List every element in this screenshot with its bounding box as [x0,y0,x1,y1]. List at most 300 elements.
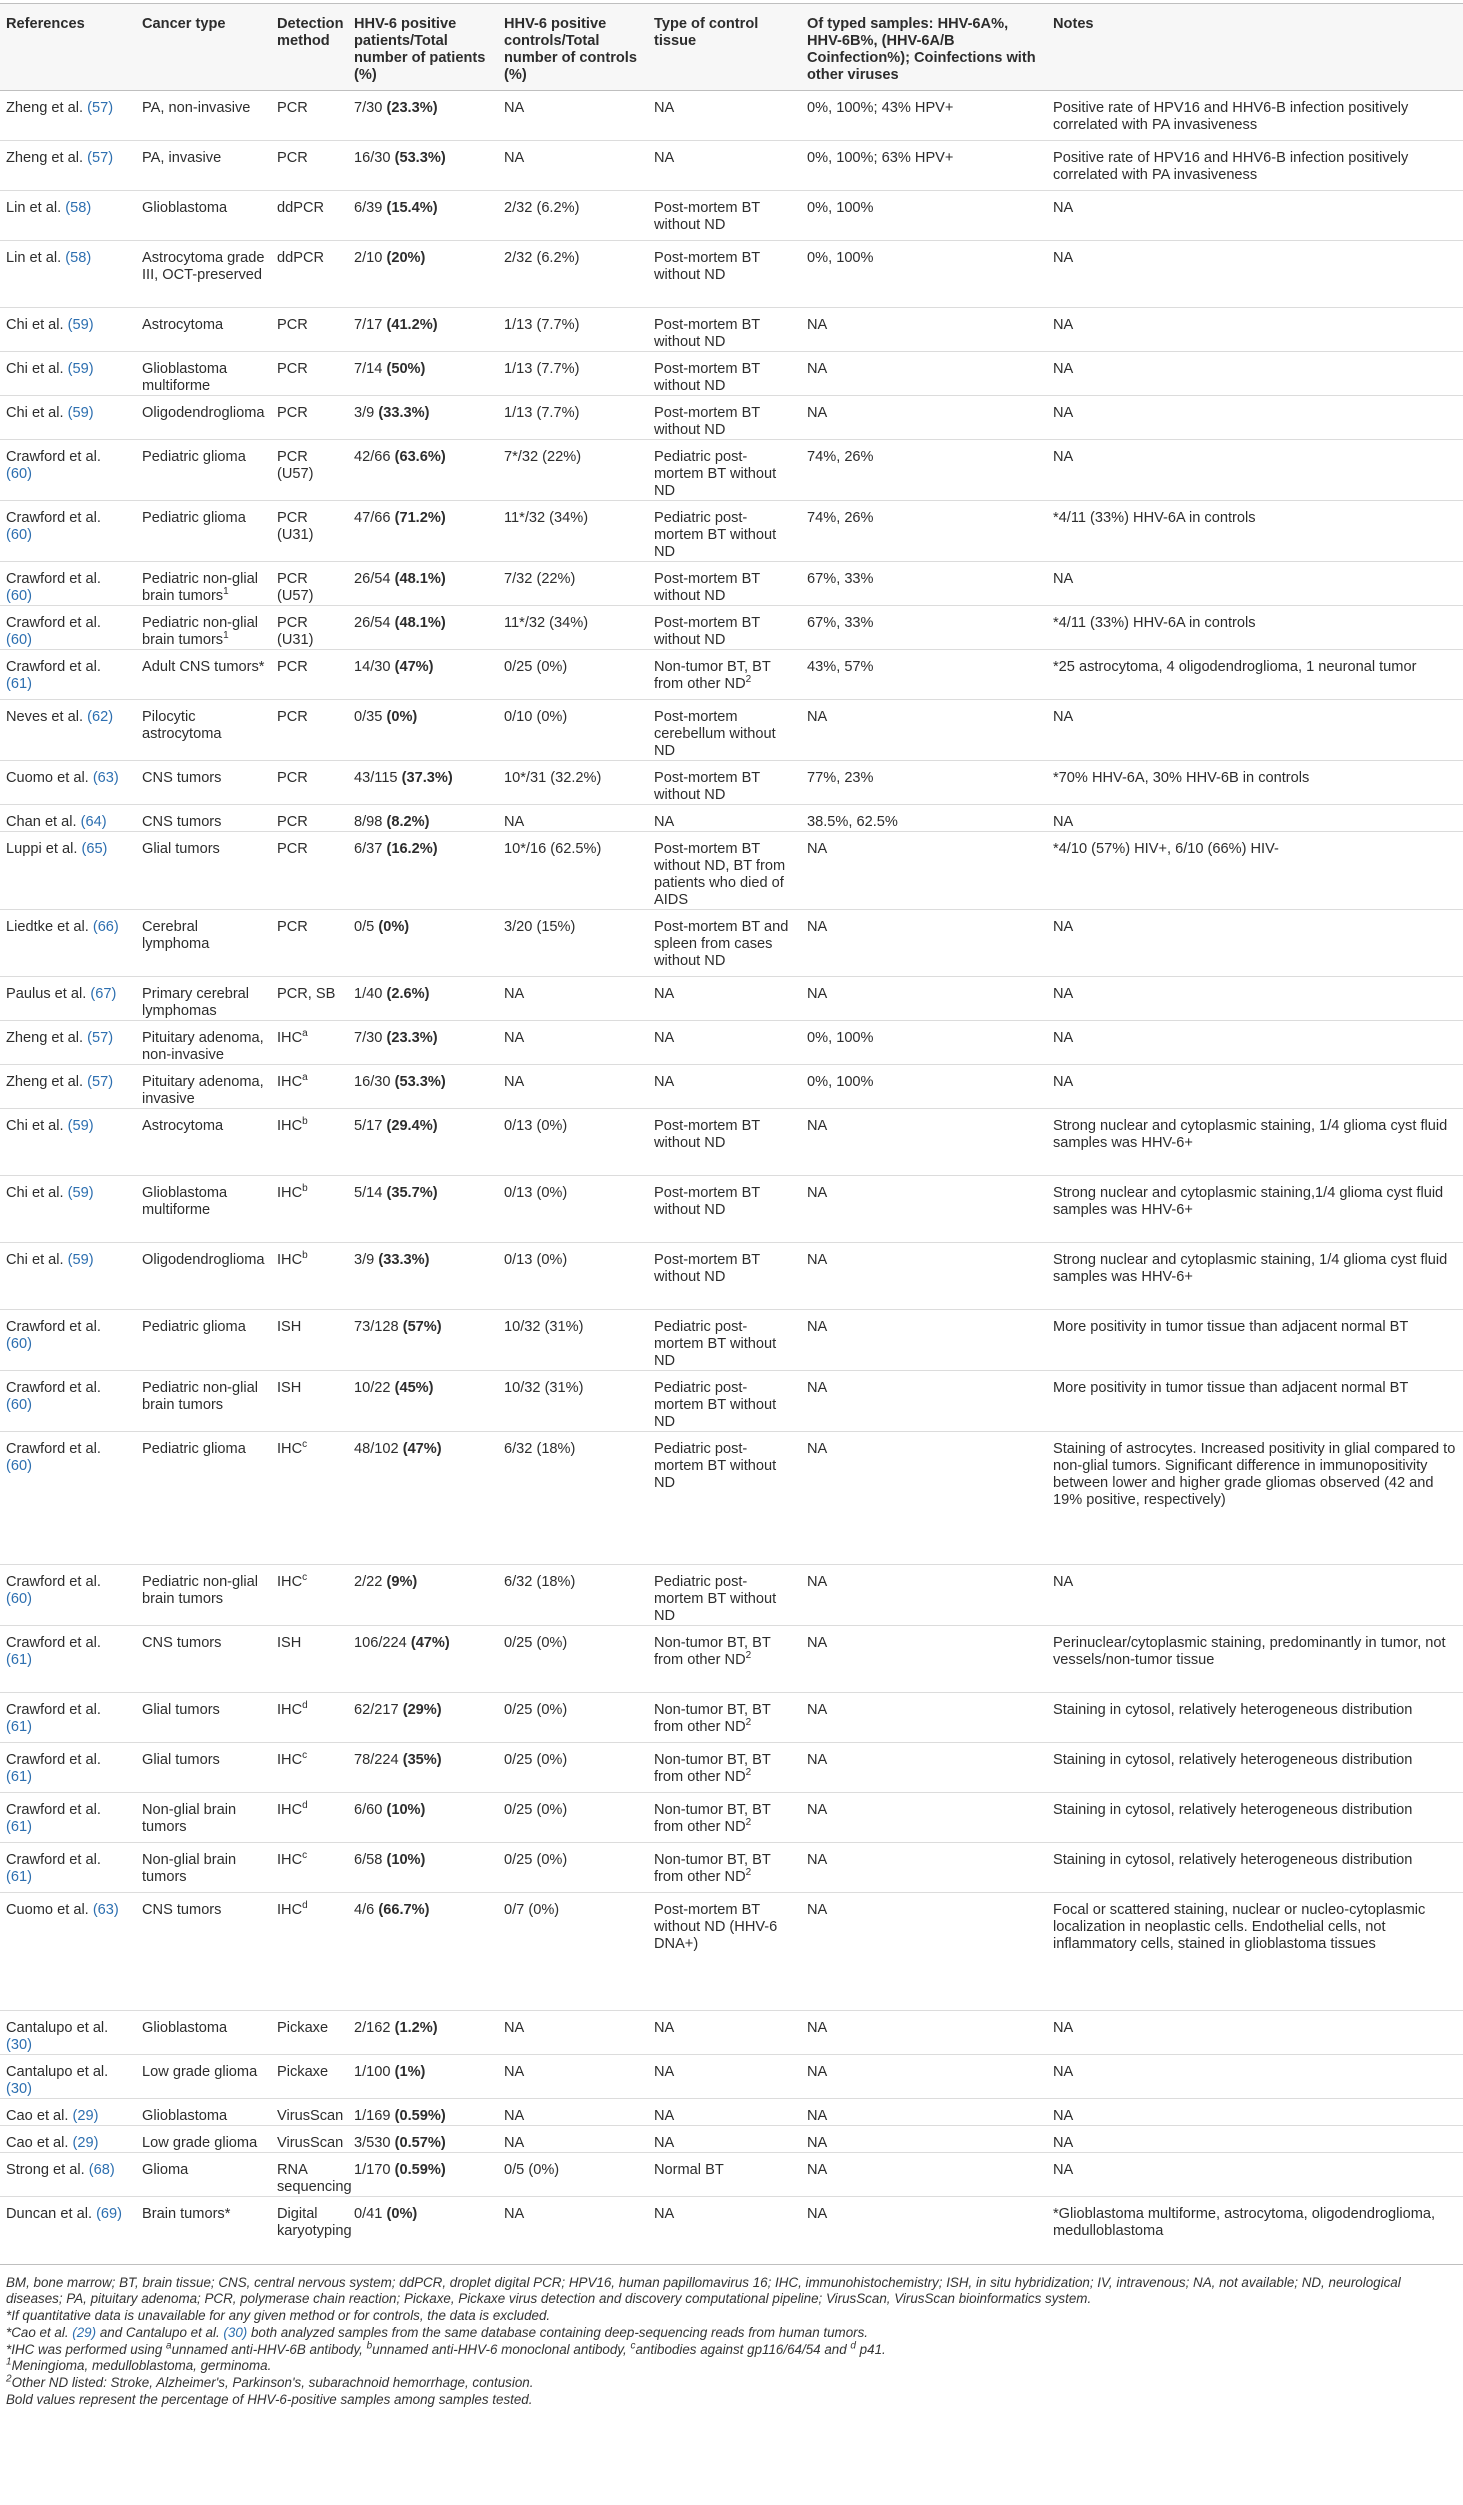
controls-text: NA [504,150,525,166]
cell-positive-controls [498,977,648,1021]
reference-link[interactable]: (57) [87,1074,114,1090]
cell-detection-method [271,352,348,396]
cell-control-tissue [648,2153,801,2197]
reference-author: Crawford et al. [6,1802,101,1818]
table-row [0,2126,1463,2153]
control-tissue-text: Normal BT [654,2162,724,2178]
reference-link[interactable]: (61) [6,1769,32,1785]
cell-notes: Staining of astrocytes. Increased positivity in glial compared to non-glial tumors. Significant difference in immunopositivity between lower and higher grade gliomas observed (42 and 19% positive, respectively) [1047,1432,1463,1565]
ref-link[interactable]: (29) [72,2324,97,2340]
table-row [0,2197,1463,2264]
reference-author: Zheng et al. [6,1074,84,1090]
cell-typed-samples: 0%, 100%; 63% HPV+ [801,141,1047,191]
reference-link[interactable]: (67) [90,986,117,1002]
cell-positive-patients [348,2126,498,2153]
cell-cancer-type [136,1371,271,1432]
method-text: VirusScan [277,2135,344,2151]
reference-link[interactable]: (69) [96,2206,123,2222]
positive-count: 6/60 [354,1802,383,1818]
cell-detection-method [271,1176,348,1243]
cell-detection-method [271,650,348,700]
positive-count: 7/30 [354,1030,383,1046]
cell-detection-method [271,2197,352,2264]
reference-link[interactable]: (59) [67,1118,94,1134]
table-row [0,1109,1463,1176]
positive-count: 26/54 [354,615,391,631]
control-tissue-text: Pediatric post-mortem BT without ND [654,1441,777,1491]
reference-author: Cuomo et al. [6,1902,89,1918]
cell-reference [0,606,136,650]
cancer-type-text: Pediatric non-glial brain tumors [142,615,259,648]
positive-count: 0/41 [354,2206,383,2222]
footnote-abbreviations: BM, bone marrow; BT, brain tissue; CNS, central nervous system; ddPCR, droplet digital PCR; HPV16, human papillomavirus 16; IHC, immunohistochemistry; ISH, in situ hybridization; IV, intravenous; NA, not available; ND, neurological diseases; PA, pituitary adenoma; PCR, polymerase chain reaction; Pickaxe, Pickaxe virus detection and discovery computational pipeline; VirusScan, VirusScan bioinformatics system. [6,2274,1401,2307]
cell-positive-patients [348,1626,498,1693]
positive-percentage: (9%) [386,1574,418,1590]
reference-link[interactable]: (61) [6,1819,32,1835]
method-text: PCR [277,841,308,857]
cell-positive-patients [348,2153,498,2197]
cell-notes: NA [1047,562,1463,606]
reference-link[interactable]: (65) [81,841,108,857]
reference-author: Cao et al. [6,2108,69,2124]
cell-positive-patients [348,308,498,352]
method-text: PCR [277,814,308,830]
reference-author: Strong et al. [6,2162,85,2178]
positive-count: 47/66 [354,510,391,526]
cell-cancer-type [136,1176,271,1243]
table-header-row [0,4,1463,91]
control-tissue-text: NA [654,150,675,166]
reference-link[interactable]: (60) [6,1591,32,1607]
reference-link[interactable]: (60) [6,588,32,604]
cell-positive-controls [498,1893,648,2011]
cell-notes: Staining in cytosol, relatively heterogeneous distribution [1047,1693,1463,1743]
cancer-type-text: Brain tumors* [142,2206,231,2222]
header-positive-controls: HHV-6 positive controls/Total number of controls (%) [498,4,648,91]
reference-link[interactable]: (66) [92,919,119,935]
cell-typed-samples: NA [801,2011,1047,2055]
cell-reference [0,352,136,396]
method-text: IHC [277,1902,303,1918]
reference-link[interactable]: (57) [87,1030,114,1046]
reference-author: Lin et al. [6,250,62,266]
controls-text: 2/32 (6.2%) [504,250,580,266]
cell-detection-method [271,91,348,141]
positive-count: 10/22 [354,1380,391,1396]
cancer-type-text: Low grade glioma [142,2135,258,2151]
cell-reference [0,1626,136,1693]
table-row [0,1793,1463,1843]
cell-notes: NA [1047,1565,1463,1626]
control-tissue-text: NA [654,1074,675,1090]
cell-positive-controls [498,2099,648,2126]
cell-notes: NA [1047,977,1463,1021]
cell-typed-samples: 43%, 57% [801,650,1047,700]
cell-cancer-type [136,910,271,977]
cell-detection-method [271,396,348,440]
reference-author: Chi et al. [6,1252,64,1268]
reference-author: Neves et al. [6,709,84,725]
cell-typed-samples: 0%, 100% [801,1065,1047,1109]
positive-count: 42/66 [354,449,391,465]
cell-reference [0,1432,136,1565]
cell-typed-samples: 0%, 100% [801,191,1047,241]
reference-link[interactable]: (59) [67,317,94,333]
controls-text: 0/13 (0%) [504,1185,568,1201]
cell-reference [0,1021,136,1065]
controls-text: 6/32 (18%) [504,1574,576,1590]
cell-reference [0,2055,136,2099]
reference-link[interactable]: (29) [72,2135,99,2151]
positive-percentage: (47%) [394,659,434,675]
cell-reference [0,501,136,562]
table-row [0,1432,1463,1565]
cell-cancer-type [136,1565,271,1626]
cell-positive-controls [498,1109,648,1176]
cell-reference [0,1065,136,1109]
cell-positive-patients [348,141,498,191]
cell-detection-method [271,2126,348,2153]
control-tissue-text: NA [654,1030,675,1046]
cell-detection-method [271,191,348,241]
positive-count: 3/9 [354,1252,375,1268]
positive-percentage: (48.1%) [394,571,446,587]
method-text: IHC [277,1252,303,1268]
method-text: IHC [277,1074,303,1090]
reference-author: Crawford et al. [6,1574,101,1590]
reference-link[interactable]: (61) [6,1652,32,1668]
cell-positive-controls [498,1693,648,1743]
table-row [0,1626,1463,1693]
header-references: References [0,4,136,91]
control-tissue-text: Non-tumor BT, BT from other ND [654,1752,771,1785]
cell-reference [0,761,136,805]
cell-positive-controls [498,1565,648,1626]
cell-positive-patients [348,191,498,241]
cell-cancer-type [136,352,271,396]
cancer-type-text: CNS tumors [142,770,222,786]
positive-count: 8/98 [354,814,383,830]
method-text: PCR, SB [277,986,336,1002]
table-row [0,91,1463,141]
cell-reference [0,562,136,606]
header-positive-patients: HHV-6 positive patients/Total number of patients (%) [348,4,498,91]
reference-link[interactable]: (58) [65,200,92,216]
reference-link[interactable]: (59) [67,405,94,421]
cell-cancer-type [136,440,271,501]
cell-detection-method [271,977,348,1021]
positive-percentage: (37.3%) [401,770,453,786]
reference-author: Cantalupo et al. [6,2020,109,2036]
header-notes: Notes [1047,4,1463,91]
cell-control-tissue [648,1371,801,1432]
cell-cancer-type [136,1893,271,2011]
reference-author: Crawford et al. [6,510,101,526]
cell-positive-controls [498,1626,648,1693]
cell-reference [0,308,136,352]
cell-reference [0,910,136,977]
cancer-type-text: Pediatric non-glial brain tumors [142,1574,259,1607]
positive-percentage: (66.7%) [378,1902,430,1918]
cancer-type-text: Oligodendroglioma [142,405,265,421]
reference-author: Luppi et al. [6,841,78,857]
cell-detection-method [271,1243,348,1310]
control-tissue-text: Pediatric post-mortem BT without ND [654,1319,777,1369]
reference-link[interactable]: (29) [72,2108,99,2124]
positive-count: 78/224 [354,1752,399,1768]
cell-notes: Perinuclear/cytoplasmic staining, predominantly in tumor, not vessels/non-tumor tissue [1047,1626,1463,1693]
reference-link[interactable]: (61) [6,676,32,692]
table-row [0,1371,1463,1432]
cell-control-tissue [648,1893,801,2011]
cell-detection-method [271,1626,348,1693]
cell-control-tissue [648,805,801,832]
reference-link[interactable]: (60) [6,1458,32,1474]
positive-percentage: (33.3%) [378,405,430,421]
cancer-type-text: PA, invasive [142,150,222,166]
cell-control-tissue [648,91,801,141]
positive-count: 106/224 [354,1635,407,1651]
reference-link[interactable]: (63) [92,770,119,786]
table-row [0,1565,1463,1626]
cell-typed-samples: 38.5%, 62.5% [801,805,1047,832]
table-row [0,832,1463,910]
controls-text: 10*/16 (62.5%) [504,841,602,857]
cell-cancer-type [136,1065,271,1109]
cell-positive-controls [498,352,648,396]
cell-control-tissue [648,761,801,805]
reference-link[interactable]: (30) [6,2081,32,2097]
cell-reference [0,1743,136,1793]
control-tissue-text: Non-tumor BT, BT from other ND [654,1702,771,1735]
cell-control-tissue [648,1176,801,1243]
reference-link[interactable]: (62) [87,709,114,725]
cell-positive-controls [498,1310,648,1371]
cell-detection-method [271,805,348,832]
reference-author: Paulus et al. [6,986,87,1002]
ref-link[interactable]: (30) [223,2324,248,2340]
positive-percentage: (29.4%) [386,1118,438,1134]
cell-detection-method [271,2055,348,2099]
cell-control-tissue [648,501,801,562]
cell-positive-patients [348,761,498,805]
reference-link[interactable]: (57) [87,150,114,166]
cell-typed-samples: NA [801,2099,1047,2126]
table-row [0,1893,1463,2011]
footnote-bold-values: Bold values represent the percentage of HHV-6-positive samples among samples tested. [6,2392,533,2408]
cell-positive-controls [498,141,648,191]
cell-reference [0,2099,136,2126]
positive-count: 7/14 [354,361,383,377]
cell-detection-method [271,1065,348,1109]
method-text: PCR [277,919,308,935]
cell-positive-controls [498,308,648,352]
cell-typed-samples: 77%, 23% [801,761,1047,805]
controls-text: 0/25 (0%) [504,659,568,675]
cell-cancer-type [136,141,271,191]
table-row [0,761,1463,805]
positive-count: 3/9 [354,405,375,421]
cell-cancer-type [136,308,271,352]
cell-reference [0,1793,136,1843]
method-text: PCR [277,770,308,786]
cell-reference [0,832,136,910]
control-tissue-footnote-mark: 2 [745,1650,752,1662]
cell-notes: NA [1047,1065,1463,1109]
cell-positive-patients [348,700,498,761]
reference-link[interactable]: (60) [6,1397,32,1413]
positive-percentage: (0%) [378,919,410,935]
cell-reference [0,1371,136,1432]
cell-notes: More positivity in tumor tissue than adjacent normal BT [1047,1371,1463,1432]
cell-detection-method [271,141,348,191]
cell-positive-patients [348,1176,498,1243]
controls-text: 6/32 (18%) [504,1441,576,1457]
reference-link[interactable]: (59) [67,1252,94,1268]
reference-link[interactable]: (60) [6,466,32,482]
cell-typed-samples: NA [801,1109,1047,1176]
cell-detection-method [271,1310,348,1371]
reference-author: Zheng et al. [6,150,84,166]
table-row [0,308,1463,352]
cell-typed-samples: NA [801,1432,1047,1565]
control-tissue-text: Post-mortem cerebellum without ND [654,709,776,759]
cell-notes: NA [1047,2126,1463,2153]
cell-typed-samples: NA [801,2126,1047,2153]
reference-author: Lin et al. [6,200,62,216]
control-tissue-footnote-mark: 2 [745,1717,752,1729]
method-text: IHC [277,1802,303,1818]
method-text: ddPCR [277,250,325,266]
cell-positive-controls [498,1371,648,1432]
control-tissue-text: Non-tumor BT, BT from other ND [654,659,771,692]
reference-link[interactable]: (60) [6,1336,32,1352]
cell-positive-patients [348,562,498,606]
table-row [0,606,1463,650]
cell-typed-samples: 0%, 100% [801,1021,1047,1065]
reference-link[interactable]: (60) [6,632,32,648]
reference-author: Crawford et al. [6,615,101,631]
cell-cancer-type [136,1626,271,1693]
cancer-type-text: Pediatric non-glial brain tumors [142,1380,259,1413]
cell-control-tissue [648,352,801,396]
method-text: PCR (U57) [277,449,314,482]
control-tissue-text: NA [654,2064,675,2080]
cell-reference [0,700,136,761]
cell-cancer-type [136,832,271,910]
reference-link[interactable]: (68) [88,2162,115,2178]
method-text: Pickaxe [277,2064,329,2080]
cell-positive-patients [348,1893,498,2011]
cell-positive-patients [348,396,498,440]
cell-positive-patients [348,910,498,977]
cell-detection-method [271,1793,348,1843]
cell-positive-patients [348,501,498,562]
cell-positive-patients [348,440,498,501]
method-text: ISH [277,1635,302,1651]
method-text: PCR [277,317,308,333]
reference-link[interactable]: (59) [67,361,94,377]
controls-text: 11*/32 (34%) [504,510,589,526]
cell-reference [0,1176,136,1243]
control-tissue-text: Pediatric post-mortem BT without ND [654,1574,777,1624]
table-row [0,2055,1463,2099]
reference-author: Crawford et al. [6,571,101,587]
cell-positive-patients [348,1843,498,1893]
method-text: PCR [277,659,308,675]
cell-detection-method [271,2011,348,2055]
control-tissue-footnote-mark: 2 [745,674,752,686]
reference-link[interactable]: (64) [80,814,107,830]
cell-detection-method [271,1843,348,1893]
cell-notes: Staining in cytosol, relatively heterogeneous distribution [1047,1843,1463,1893]
reference-link[interactable]: (61) [6,1869,32,1885]
cell-typed-samples: NA [801,352,1047,396]
positive-percentage: (45%) [394,1380,434,1396]
cell-positive-patients [348,805,498,832]
method-text: IHC [277,1702,303,1718]
reference-link[interactable]: (63) [92,1902,119,1918]
cell-notes: *4/10 (57%) HIV+, 6/10 (66%) HIV- [1047,832,1463,910]
table-row [0,1310,1463,1371]
header-typed-samples: Of typed samples: HHV-6A%, HHV-6B%, (HHV-6A/B Coinfection%); Coinfections with other viruses [801,4,1047,91]
cell-notes: *4/11 (33%) HHV-6A in controls [1047,606,1463,650]
table-row [0,1693,1463,1743]
cell-detection-method [271,1371,348,1432]
cancer-type-text: Low grade glioma [142,2064,258,2080]
table-row [0,700,1463,761]
positive-count: 2/22 [354,1574,383,1590]
positive-percentage: (48.1%) [394,615,446,631]
reference-link[interactable]: (57) [87,100,114,116]
cancer-type-text: CNS tumors [142,1902,222,1918]
reference-link[interactable]: (30) [6,2037,32,2053]
cell-positive-patients [348,1565,498,1626]
reference-link[interactable]: (60) [6,527,32,543]
cell-positive-patients [348,1371,498,1432]
cell-detection-method [271,440,348,501]
cancer-type-text: CNS tumors [142,814,222,830]
positive-percentage: (33.3%) [378,1252,430,1268]
table-row [0,1176,1463,1243]
cell-control-tissue [648,191,801,241]
cell-positive-patients [348,1021,498,1065]
cell-notes: Focal or scattered staining, nuclear or nucleo-cytoplasmic localization in neoplastic cells. Endothelial cells, not inflammatory cells, stained in glioblastoma tissues [1047,1893,1463,2011]
reference-link[interactable]: (61) [6,1719,32,1735]
method-text: ddPCR [277,200,325,216]
reference-link[interactable]: (59) [67,1185,94,1201]
cell-positive-patients [348,650,498,700]
method-footnote-mark: b [302,1183,308,1195]
control-tissue-text: Post-mortem BT without ND [654,1118,760,1151]
reference-author: Liedtke et al. [6,919,89,935]
cell-positive-controls [498,1243,648,1310]
controls-text: 0/25 (0%) [504,1852,568,1868]
cell-typed-samples: NA [801,1565,1047,1626]
controls-text: 0/25 (0%) [504,1802,568,1818]
cell-reference [0,396,136,440]
controls-text: 7*/32 (22%) [504,449,582,465]
cell-cancer-type [136,805,271,832]
positive-percentage: (0%) [386,2206,418,2222]
cell-typed-samples: 0%, 100% [801,241,1047,308]
cell-control-tissue [648,2011,801,2055]
controls-text: NA [504,100,525,116]
cell-cancer-type [136,1432,271,1565]
cell-positive-controls [498,191,648,241]
reference-link[interactable]: (58) [65,250,92,266]
cell-positive-controls [498,440,648,501]
